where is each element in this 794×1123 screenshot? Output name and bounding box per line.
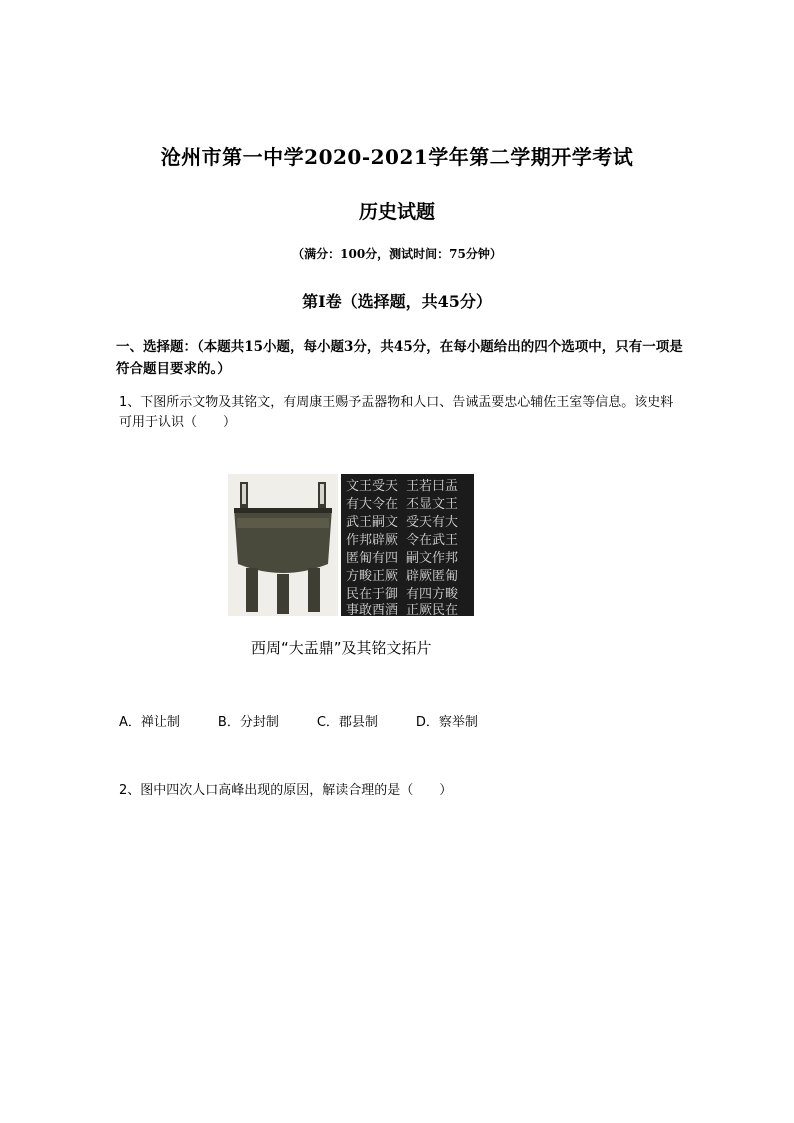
svg-text:正厥民在: 正厥民在 [406, 603, 459, 616]
exam-title: 沧州市第一中学2020-2021学年第二学期开学考试 [160, 145, 634, 169]
svg-text:有大令在: 有大令在 [346, 497, 399, 512]
svg-text:事敢酉酒: 事敢酉酒 [346, 603, 399, 616]
option-c[interactable]: C．郡县制 [316, 715, 378, 730]
exam-meta: （满分：100分，测试时间：75分钟） [292, 247, 502, 261]
question-1-options [119, 711, 516, 730]
svg-text:民在于御: 民在于御 [346, 587, 399, 602]
svg-text:辟厥匿匍: 辟厥匿匍 [406, 569, 459, 584]
volume-heading: 第Ⅰ卷（选择题，共45分） [302, 292, 492, 311]
svg-text:嗣文作邦: 嗣文作邦 [406, 551, 459, 566]
exam-subtitle: 历史试题 [358, 201, 435, 223]
svg-text:有四方畯: 有四方畯 [406, 587, 459, 602]
svg-text:王若曰盂: 王若曰盂 [406, 479, 459, 494]
option-b[interactable]: B．分封制 [217, 715, 279, 730]
svg-text:受天有大: 受天有大 [406, 515, 459, 530]
svg-text:令在武王: 令在武王 [406, 533, 459, 548]
option-d[interactable]: D．察举制 [415, 715, 478, 730]
svg-text:作邦辟厥: 作邦辟厥 [346, 533, 399, 548]
svg-text:文王受天: 文王受天 [346, 479, 399, 494]
question-2-text: 2、图中四次人口高峰出现的原因，解读合理的是（ ） [119, 783, 453, 798]
svg-text:武王嗣文: 武王嗣文 [346, 515, 399, 530]
svg-text:方畯正厥: 方畯正厥 [346, 569, 399, 584]
figure-caption: 西周“大盂鼎”及其铭文拓片 [251, 639, 432, 657]
svg-text:匿匍有四: 匿匍有四 [346, 551, 399, 566]
svg-text:丕显文王: 丕显文王 [406, 497, 459, 512]
option-a[interactable]: A．禅让制 [119, 715, 180, 730]
ding-photo-and-rubbing [228, 474, 474, 616]
ding-figure [228, 474, 474, 616]
question-1-text: 1、下图所示文物及其铭文，有周康王赐予盂器物和人口、告诫盂要忠心辅佐王室等信息。该史料可用于认识（ ） [119, 395, 674, 430]
section-heading: 一、选择题：（本题共15小题，每小题3分，共45分，在每小题给出的四个选项中，只有一项是符合题目要求的。） [116, 339, 683, 377]
